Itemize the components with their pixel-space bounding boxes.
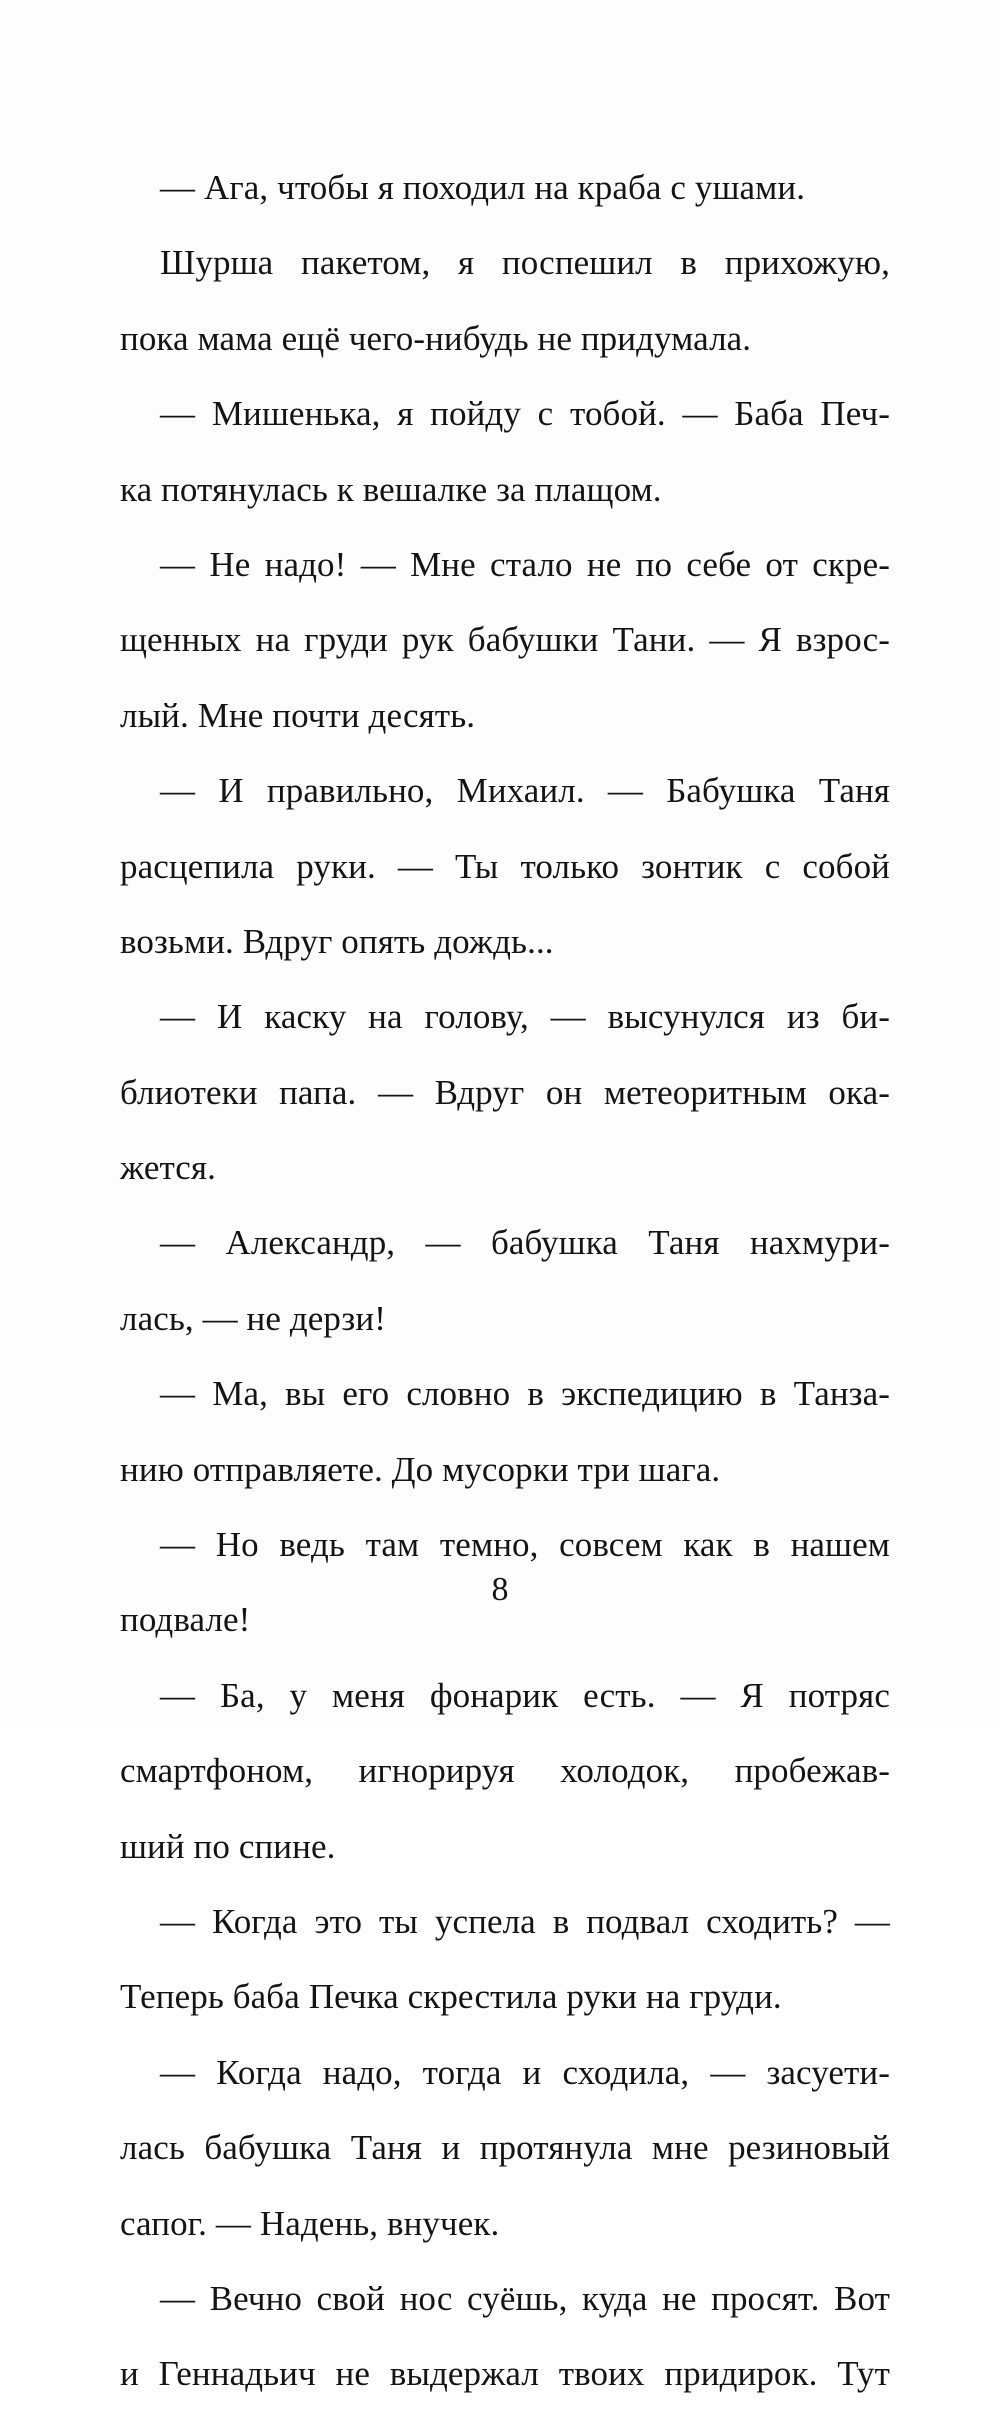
- page-number: 8: [491, 1571, 509, 1608]
- text-line: блиотеки папа. — Вдруг он метеоритным ока-: [120, 1072, 890, 1112]
- text-line: смартфоном, игнорируя холодок, пробежав-: [120, 1751, 890, 1791]
- paragraph-first-line: — Мишенька, я пойду с тобой. — Баба Печ-: [160, 394, 890, 434]
- text-line: лась, — не дерзи!: [120, 1298, 386, 1338]
- text-line: ший по спине.: [120, 1826, 336, 1866]
- text-line: подвале!: [120, 1600, 251, 1640]
- text-line: пока мама ещё чего-нибудь не придумала.: [120, 318, 752, 358]
- paragraph-first-line: — Когда это ты успела в подвал сходить? —: [160, 1901, 890, 1941]
- paragraph-first-line: — Ага, чтобы я походил на краба с ушами.: [160, 168, 806, 207]
- text-line: щенных на груди рук бабушки Тани. — Я взрос-: [120, 620, 890, 660]
- text-line: жется.: [120, 1148, 216, 1188]
- paragraph-first-line: — Ба, у меня фонарик есть. — Я потряс: [160, 1675, 890, 1715]
- paragraph-first-line: — Александр, — бабушка Таня нахмури-: [160, 1223, 890, 1263]
- text-line: возьми. Вдруг опять дождь...: [120, 921, 554, 961]
- paragraph-first-line: — Но ведь там темно, совсем как в нашем: [160, 1525, 890, 1565]
- text-line: ка потянулась к вешалке за плащом.: [120, 469, 662, 509]
- body-text: [120, 150, 890, 2412]
- paragraph-first-line: — Вечно свой нос суёшь, куда не просят. Вот: [160, 2278, 890, 2318]
- paragraph-first-line: Шурша пакетом, я поспешил в прихожую,: [160, 243, 890, 283]
- text-line: сапог. — Надень, внучек.: [120, 2203, 500, 2243]
- paragraph-first-line: — Не надо! — Мне стало не по себе от скре-: [160, 544, 890, 584]
- paragraph-first-line: — Ма, вы его словно в экспедицию в Танза-: [160, 1374, 890, 1414]
- text-line: лый. Мне почти десять.: [120, 695, 476, 735]
- text-line: нию отправляете. До мусорки три шага.: [120, 1449, 721, 1489]
- text-line: лась бабушка Таня и протянула мне резиновый: [120, 2128, 890, 2168]
- text-line: и Геннадьич не выдержал твоих придирок. Тут: [120, 2354, 890, 2394]
- paragraph-first-line: — И правильно, Михаил. — Бабушка Таня: [160, 771, 890, 811]
- paragraph-first-line: — Когда надо, тогда и сходила, — засуети-: [160, 2052, 890, 2092]
- text-line: Теперь баба Печка скрестила руки на груди.: [120, 1977, 782, 2017]
- paragraph-first-line: — И каску на голову, — высунулся из би-: [160, 997, 890, 1037]
- text-line: расцепила руки. — Ты только зонтик с собой: [120, 846, 890, 886]
